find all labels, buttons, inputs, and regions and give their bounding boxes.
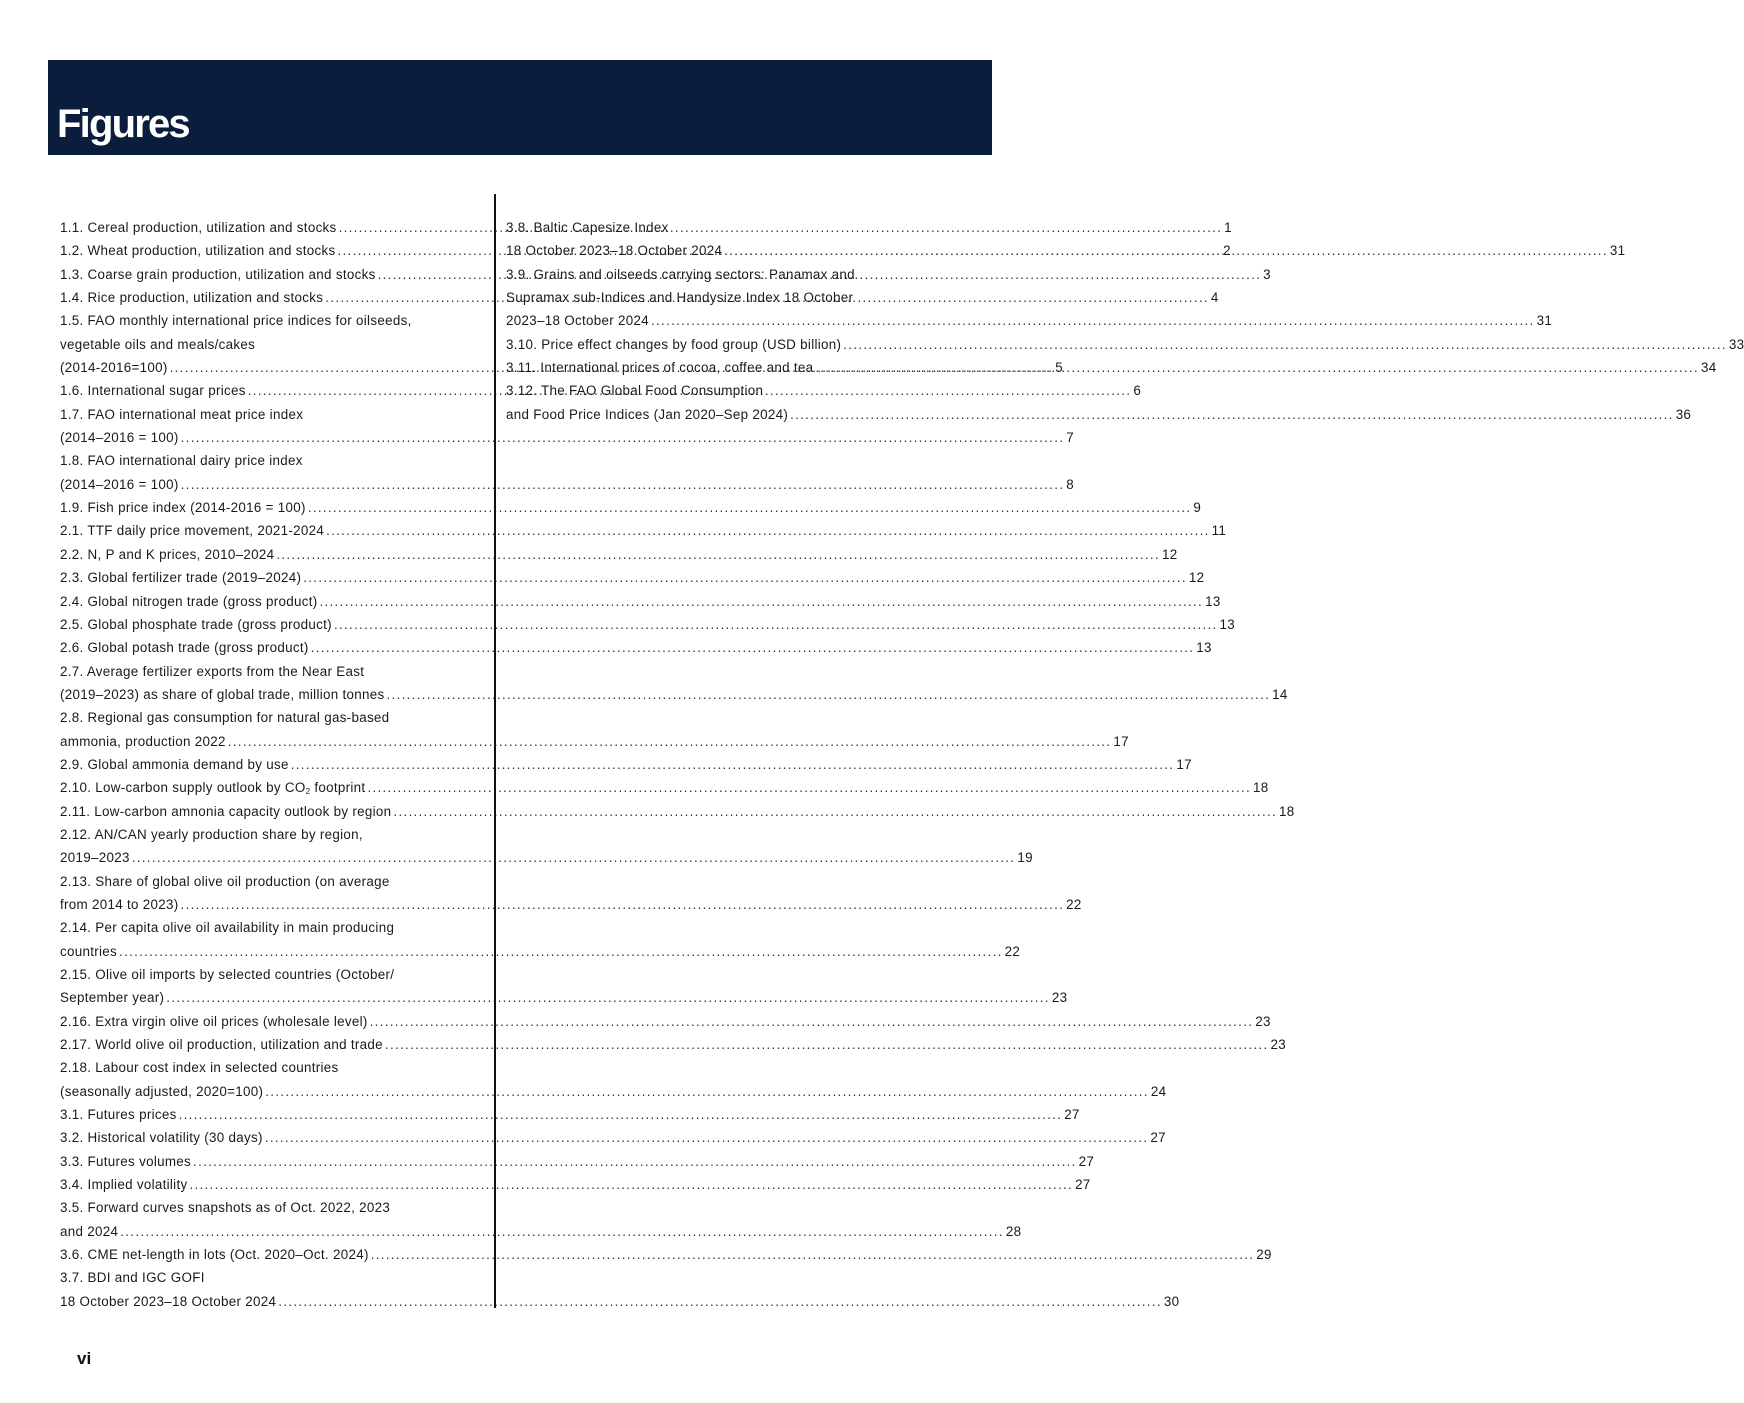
- dot-leader: [120, 1220, 1004, 1243]
- page-ref[interactable]: 3: [1263, 266, 1271, 282]
- figure-title-text: 2.2. N, P and K prices, 2010–2024: [60, 546, 275, 562]
- figure-title-row: [60, 1290, 1180, 1313]
- dot-leader: [319, 590, 1203, 613]
- figure-title-text: 1.4. Rice production, utilization and stocks: [60, 290, 324, 306]
- figure-title-row: [60, 1103, 1080, 1126]
- figure-title-text: 18 October 2023–18 October 2024: [506, 243, 723, 259]
- figure-title-row: [60, 683, 1288, 706]
- figure-entry[interactable]: [60, 1196, 1022, 1243]
- figure-title-row: [60, 800, 1295, 823]
- figure-title-text: and 2024: [60, 1223, 119, 1239]
- figure-title-text: 1.3. Coarse grain production, utilization and stocks: [60, 266, 376, 282]
- page-ref[interactable]: 31: [1609, 243, 1626, 259]
- page-ref[interactable]: 11: [1211, 523, 1227, 539]
- dot-leader: [181, 893, 1065, 916]
- figure-title-row: [60, 730, 1129, 753]
- figure-title-text: 2.3. Global fertilizer trade (2019–2024): [60, 570, 302, 586]
- figure-title-text: 3.3. Futures volumes: [60, 1153, 192, 1169]
- figure-title-text: 2.16. Extra virgin olive oil prices (wholesale level): [60, 1013, 368, 1029]
- header-banner: [48, 60, 992, 155]
- dot-leader: [367, 776, 1251, 799]
- dot-leader: [387, 683, 1271, 706]
- page-ref[interactable]: 7: [1066, 430, 1074, 446]
- dot-leader: [370, 1010, 1254, 1033]
- page-ref[interactable]: 36: [1675, 406, 1692, 422]
- page-ref[interactable]: 23: [1270, 1037, 1287, 1053]
- figure-entry[interactable]: [506, 379, 1692, 426]
- figure-title-text: 3.2. Historical volatility (30 days): [60, 1130, 263, 1146]
- page-ref[interactable]: 27: [1064, 1107, 1080, 1123]
- figure-title-line: 2.13. Share of global olive oil production (on average: [60, 873, 390, 889]
- figure-title-line: 3.7. BDI and IGC GOFI: [60, 1270, 205, 1286]
- figure-title-line: 2.15. Olive oil imports by selected countries (October/: [60, 967, 395, 982]
- figure-entry[interactable]: [60, 660, 1288, 707]
- page-ref[interactable]: 18: [1279, 803, 1295, 819]
- page-ref[interactable]: 12: [1188, 570, 1205, 586]
- page-ref[interactable]: 22: [1066, 896, 1082, 912]
- figure-entry[interactable]: [60, 1266, 1180, 1313]
- dot-leader: [265, 1080, 1149, 1103]
- figure-title-row: [60, 1033, 1287, 1056]
- figure-entry[interactable]: [60, 1173, 1091, 1196]
- page-ref[interactable]: 27: [1150, 1130, 1166, 1146]
- figure-title-text: countries: [60, 943, 118, 959]
- page-ref[interactable]: 5: [1055, 360, 1063, 376]
- figure-title-row: [60, 1243, 1272, 1266]
- figure-title-row: [60, 496, 1202, 519]
- figure-entry[interactable]: [60, 566, 1205, 589]
- figures-list-right: [506, 216, 1744, 426]
- figure-entry[interactable]: [506, 216, 1626, 263]
- figure-title-row: [506, 309, 1553, 332]
- figure-entry[interactable]: [60, 870, 1082, 917]
- dot-leader: [193, 1150, 1077, 1173]
- figure-entry[interactable]: [60, 776, 1269, 799]
- figure-title-row: [60, 1150, 1095, 1173]
- dot-leader: [228, 730, 1112, 753]
- figure-title-line: 2.8. Regional gas consumption for natural gas-based: [60, 710, 390, 726]
- figure-title-text: 1.6. International sugar prices: [60, 383, 246, 399]
- figure-title-text: September year): [60, 990, 165, 1006]
- dot-leader: [181, 426, 1065, 449]
- figure-entry[interactable]: [60, 496, 1202, 519]
- figure-title-text: 2.1. TTF daily price movement, 2021-2024: [60, 523, 325, 539]
- dot-leader: [334, 613, 1218, 636]
- page-ref[interactable]: 4: [1210, 290, 1219, 306]
- figure-title-text: 2023–18 October 2024: [506, 313, 649, 329]
- dot-leader: [393, 800, 1277, 823]
- dot-leader: [303, 566, 1187, 589]
- figure-title-text: 2019–2023: [60, 850, 130, 866]
- page-ref[interactable]: 30: [1163, 1293, 1180, 1309]
- page-ref[interactable]: 27: [1075, 1177, 1091, 1193]
- figure-title-row: [60, 426, 1074, 449]
- figure-title-text: 2.17. World olive oil production, utilization and trade: [60, 1037, 383, 1053]
- dot-leader: [276, 543, 1160, 566]
- page-ref[interactable]: 17: [1176, 756, 1192, 772]
- figure-title-row: [506, 403, 1692, 426]
- figure-entry[interactable]: [506, 333, 1744, 356]
- figure-title-text: 3.11. International prices of cocoa, coffee and tea: [506, 360, 814, 376]
- figure-entry[interactable]: [60, 916, 1021, 963]
- dot-leader: [724, 239, 1608, 262]
- dot-leader: [132, 846, 1016, 869]
- figure-title-line: 3.5. Forward curves snapshots as of Oct. 2022, 2023: [60, 1200, 391, 1216]
- page-ref[interactable]: 18: [1253, 780, 1269, 796]
- figure-entry[interactable]: [60, 823, 1033, 870]
- figure-title-text: 2.10. Low-carbon supply outlook by $CO_2$ footprint: [60, 780, 366, 797]
- dot-leader: [843, 333, 1727, 356]
- figure-title-line: 1.5. FAO monthly international price indices for oilseeds,: [60, 313, 412, 329]
- subscript: 2: [305, 787, 311, 797]
- figure-title-text: 2.4. Global nitrogen trade (gross product): [60, 593, 318, 609]
- figure-title-row: [60, 473, 1074, 496]
- figure-title-line: Supramax sub-Indices and Handysize Index 18 October: [506, 290, 854, 306]
- figure-title-text: 1.9. Fish price index (2014-2016 = 100): [60, 500, 306, 516]
- dot-leader: [179, 1103, 1063, 1126]
- figure-title-text: 1.2. Wheat production, utilization and stocks: [60, 243, 336, 259]
- figure-entry[interactable]: [60, 1150, 1095, 1173]
- page-ref[interactable]: 9: [1193, 500, 1202, 516]
- dot-leader: [385, 1033, 1269, 1056]
- figure-entry[interactable]: [60, 1243, 1272, 1266]
- figure-title-line: 1.8. FAO international dairy price index: [60, 453, 303, 469]
- figure-title-line: vegetable oils and meals/cakes: [60, 336, 256, 352]
- figure-title-text: 2.9. Global ammonia demand by use: [60, 756, 289, 772]
- figure-entry[interactable]: [60, 613, 1236, 636]
- page-ref[interactable]: 13: [1205, 593, 1221, 609]
- figure-title-text: 3.1. Futures prices: [60, 1107, 177, 1123]
- figure-title-row: [60, 636, 1212, 659]
- figure-title-line: 2.7. Average fertilizer exports from the Near East: [60, 663, 365, 679]
- figure-title-row: [60, 940, 1021, 963]
- page-ref[interactable]: 23: [1255, 1013, 1271, 1029]
- page-ref[interactable]: 27: [1078, 1153, 1095, 1169]
- dot-leader: [166, 986, 1050, 1009]
- figure-title-text: 2.6. Global potash trade (gross product): [60, 640, 309, 656]
- figure-entry[interactable]: [60, 519, 1227, 542]
- page-ref[interactable]: 14: [1272, 686, 1288, 702]
- figure-title-row: [60, 846, 1033, 869]
- figure-title-line: 3.9. Grains and oilseeds carrying sectors: Panamax and: [506, 266, 855, 282]
- dot-leader: [265, 1126, 1149, 1149]
- figure-title-text: (2014–2016 = 100): [60, 476, 179, 492]
- dot-leader: [308, 496, 1192, 519]
- figure-title-row: [60, 753, 1192, 776]
- figure-title-text: 3.6. CME net-length in lots (Oct. 2020–Oct. 2024): [60, 1247, 369, 1263]
- figure-entry[interactable]: [506, 356, 1717, 379]
- figure-title-row: [60, 1010, 1271, 1033]
- figure-entry[interactable]: [60, 543, 1178, 566]
- figure-title-row: [60, 1220, 1022, 1243]
- figure-entry[interactable]: [506, 263, 1553, 333]
- page-ref[interactable]: 33: [1728, 336, 1744, 352]
- figure-entry[interactable]: [60, 1126, 1166, 1149]
- page-ref[interactable]: 12: [1161, 546, 1178, 562]
- figure-title-line: 1.7. FAO international meat price index: [60, 406, 304, 422]
- dot-leader: [278, 1290, 1162, 1313]
- figure-title-row: [60, 519, 1227, 542]
- page-ref[interactable]: 19: [1017, 850, 1033, 866]
- page-ref[interactable]: 13: [1196, 640, 1212, 656]
- page-ref[interactable]: 2: [1223, 243, 1231, 259]
- page-ref[interactable]: 31: [1536, 313, 1553, 329]
- dot-leader: [326, 519, 1210, 542]
- page-ref[interactable]: 17: [1113, 733, 1129, 749]
- dot-leader: [790, 403, 1674, 426]
- figure-entry[interactable]: [60, 590, 1221, 613]
- page-ref[interactable]: 22: [1004, 943, 1021, 959]
- dot-leader: [181, 473, 1065, 496]
- figure-title-row: [60, 613, 1236, 636]
- dot-leader: [651, 309, 1535, 332]
- figure-entry[interactable]: [60, 963, 1068, 1010]
- figure-entry[interactable]: [60, 1033, 1287, 1056]
- figure-title-row: [60, 1173, 1091, 1196]
- figure-title-row: [60, 1080, 1167, 1103]
- page-ref[interactable]: 13: [1219, 616, 1236, 632]
- figure-title-text: (2014-2016=100): [60, 360, 168, 376]
- figure-title-row: [60, 893, 1082, 916]
- dot-leader: [291, 753, 1175, 776]
- dot-leader: [189, 1173, 1073, 1196]
- page-ref[interactable]: 29: [1256, 1247, 1272, 1263]
- column-divider: [494, 194, 496, 1308]
- page-ref[interactable]: 1: [1224, 220, 1232, 235]
- figure-title-text: 2.11. Low-carbon amnonia capacity outlook by region: [60, 803, 392, 819]
- figure-title-text: and Food Price Indices (Jan 2020–Sep 2024): [506, 406, 789, 422]
- figure-title-row: [60, 566, 1205, 589]
- figure-title-text: from 2014 to 2023): [60, 896, 179, 912]
- figure-title-text: 3.4. Implied volatility: [60, 1177, 188, 1193]
- figure-entry[interactable]: [60, 800, 1295, 823]
- page-ref[interactable]: 23: [1051, 990, 1068, 1006]
- page-ref[interactable]: 6: [1133, 383, 1142, 399]
- figure-title-text: (2014–2016 = 100): [60, 430, 179, 446]
- figure-title-text: 2.5. Global phosphate trade (gross product): [60, 616, 332, 632]
- figure-title-line: 2.14. Per capita olive oil availability in main producing: [60, 920, 395, 936]
- figure-title-row: [60, 543, 1178, 566]
- dot-leader: [371, 1243, 1255, 1266]
- figure-title-row: [60, 590, 1221, 613]
- page-ref[interactable]: 34: [1700, 360, 1717, 376]
- figure-title-text: 3.10. Price effect changes by food group (USD billion): [506, 336, 842, 352]
- figure-title-row: [506, 239, 1626, 262]
- figure-title-text: ammonia, production 2022: [60, 733, 226, 749]
- dot-leader: [119, 940, 1003, 963]
- page-ref[interactable]: 28: [1005, 1223, 1022, 1239]
- figure-entry[interactable]: [60, 706, 1129, 753]
- figure-title-text: (seasonally adjusted, 2020=100): [60, 1083, 264, 1099]
- figure-title-row: [60, 986, 1068, 1009]
- figure-title-row: [506, 356, 1717, 379]
- figure-entry[interactable]: [60, 753, 1192, 776]
- dot-leader: [815, 356, 1699, 379]
- figure-entry[interactable]: [60, 449, 1074, 496]
- page-number: vi: [77, 1349, 92, 1368]
- figure-title-text: 1.1. Cereal production, utilization and stocks: [60, 220, 337, 235]
- figure-title-row: [60, 1126, 1166, 1149]
- page-title: Figures: [57, 102, 189, 146]
- figure-entry[interactable]: [60, 1056, 1167, 1103]
- figure-title-line: 3.12. The FAO Global Food Consumption: [506, 383, 764, 399]
- figure-title-row: [506, 333, 1744, 356]
- figure-entry[interactable]: [60, 636, 1212, 659]
- page-ref[interactable]: 24: [1150, 1083, 1167, 1099]
- dot-leader: [311, 636, 1195, 659]
- figure-title-text: 18 October 2023–18 October 2024: [60, 1293, 277, 1309]
- figure-title-text: (2019–2023) as share of global trade, million tonnes: [60, 686, 385, 702]
- figure-title-line: 2.18. Labour cost index in selected countries: [60, 1060, 339, 1076]
- figure-entry[interactable]: [60, 1103, 1080, 1126]
- figure-title-row: [60, 776, 1269, 799]
- figure-title-line: 2.12. AN/CAN yearly production share by region,: [60, 826, 363, 842]
- page-ref[interactable]: 8: [1066, 476, 1074, 492]
- figure-title-line: 3.8. Baltic Capesize Index: [506, 220, 669, 235]
- figure-entry[interactable]: [60, 1010, 1271, 1033]
